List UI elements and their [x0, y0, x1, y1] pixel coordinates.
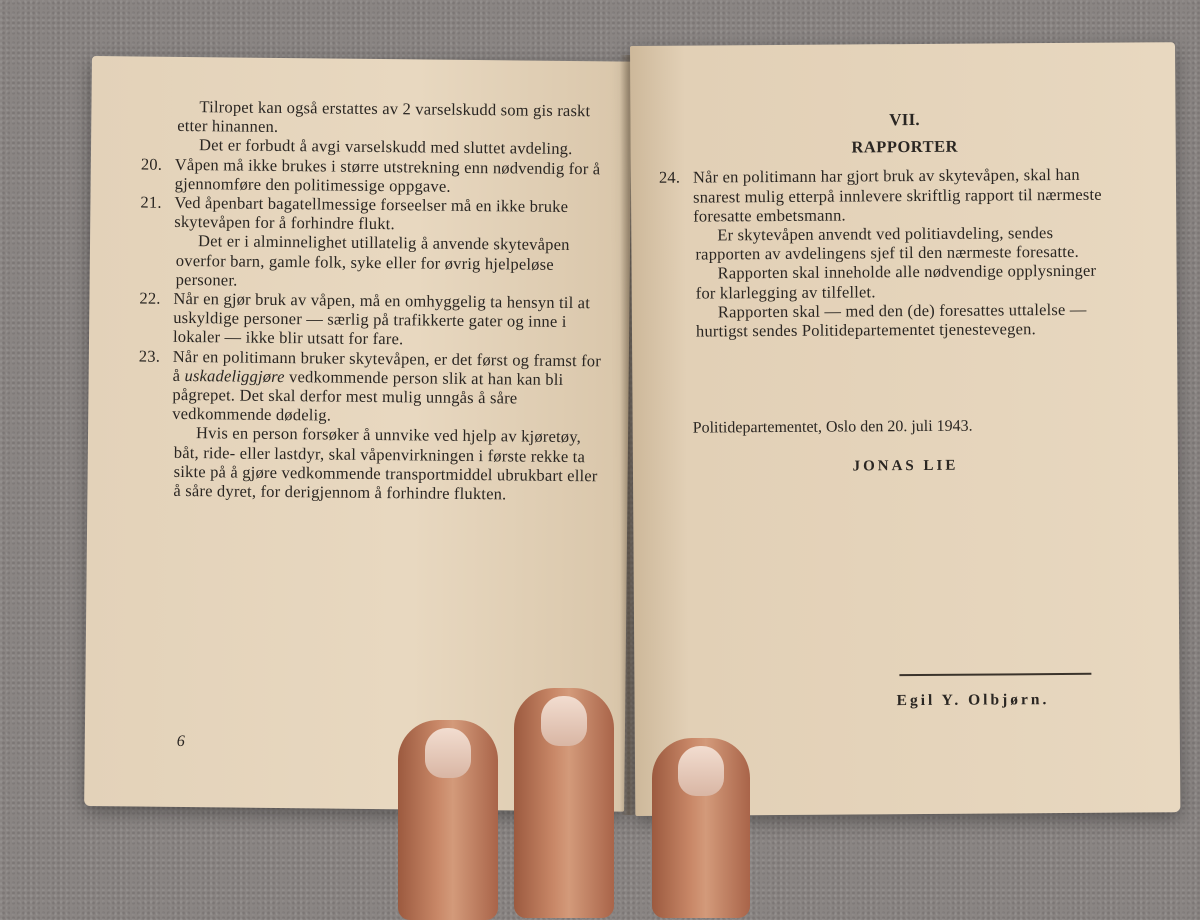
- chapter-number: VII.: [889, 109, 920, 130]
- chapter-title: RAPPORTER: [851, 136, 959, 157]
- item-text: [172, 347, 605, 428]
- item-number: 20.: [140, 154, 163, 174]
- paragraph: Er skytevåpen anvendt ved politiavdeling, sendes rapporten av avdelingens sjef til den nærmeste foresatte.: [695, 223, 1079, 264]
- paragraph: Det er i alminnelighet utillatelig å anvende skytevåpen overfor barn, gamle folk, syke eller for øvrig hjelpeløse personer.: [175, 231, 570, 290]
- item-number: 21.: [140, 192, 162, 212]
- paragraph: Rapporten skal inneholde alle nødvendige opplysninger for klarlegging av tilfellet.: [695, 261, 1097, 303]
- finger: [514, 688, 614, 918]
- item-number: 22.: [139, 288, 161, 308]
- fingernail: [541, 696, 587, 746]
- item-text: Når en gjør bruk av våpen, må en omhyggelig ta hensyn til at uskyldige personer — særlig på trafikkerte gater og inne i lokaler — ikke blir utsatt for fare.: [172, 288, 591, 349]
- item-number: 24.: [658, 168, 681, 188]
- item-text: Når en politimann har gjort bruk av skytevåpen, skal han snarest mulig etterpå innlevere skriftlig rapport til nærmeste foresatte embetsmann.: [692, 165, 1102, 226]
- dateline: Politidepartementet, Oslo den 20. juli 1943.: [692, 417, 973, 437]
- item-text: Ved åpenbart bagatellmessige forseelser må en ikke bruke skytevåpen for å forhindre flukt.: [174, 192, 569, 234]
- numbered-item-21: [140, 192, 606, 236]
- numbered-item-22: [139, 288, 606, 351]
- paragraph: Hvis en person forsøker å unnvike ved hjelp av kjøretøy, båt, ride- eller lastdyr, skal våpenvirkningen i første rekke ta sikte på å gjøre vedkommende transportmiddel ubrukbart eller å såre dyret, for derigjennom å forhindre flukten.: [173, 423, 598, 504]
- paragraph: Rapporten skal — med den (de) foresattes uttalelse — hurtigst sendes Politidepartementet tjenestevegen.: [695, 299, 1087, 341]
- numbered-item-24: [658, 165, 1115, 226]
- numbered-item-20: [140, 154, 607, 198]
- fingernail: [425, 728, 471, 778]
- countersignatory-name: Egil Y. Olbjørn.: [896, 691, 1050, 710]
- paragraph: Tilropet kan også erstattes av 2 varselskudd som gis raskt etter hinannen.: [177, 97, 591, 137]
- left-page-text: [138, 97, 607, 505]
- numbered-item-23: [138, 346, 605, 428]
- finger: [398, 720, 498, 920]
- item-number: 23.: [138, 346, 161, 366]
- item-text: Våpen må ikke brukes i større utstrekning enn nødvendig for å gjennomføre den politimessige oppgave.: [174, 154, 601, 196]
- right-page-text: [658, 109, 1116, 341]
- emphasized-word: uskadeliggjøre: [184, 365, 285, 386]
- page-number: 6: [176, 732, 185, 751]
- right-page: [630, 42, 1180, 816]
- signatory-name: JONAS LIE: [852, 457, 959, 475]
- signature-line: [899, 673, 1091, 676]
- fingernail: [678, 746, 724, 796]
- item-text-part: Når en politimann bruker skytevåpen, er det først og framst for å: [172, 346, 602, 385]
- item-text-part: vedkommende person slik at han kan bli pågrepet. Det skal derfor mest mulig unngås å såre vedkommende dødelig.: [172, 366, 564, 425]
- paragraph: Det er forbudt å avgi varselskudd med sluttet avdeling.: [198, 135, 573, 159]
- finger: [652, 738, 750, 918]
